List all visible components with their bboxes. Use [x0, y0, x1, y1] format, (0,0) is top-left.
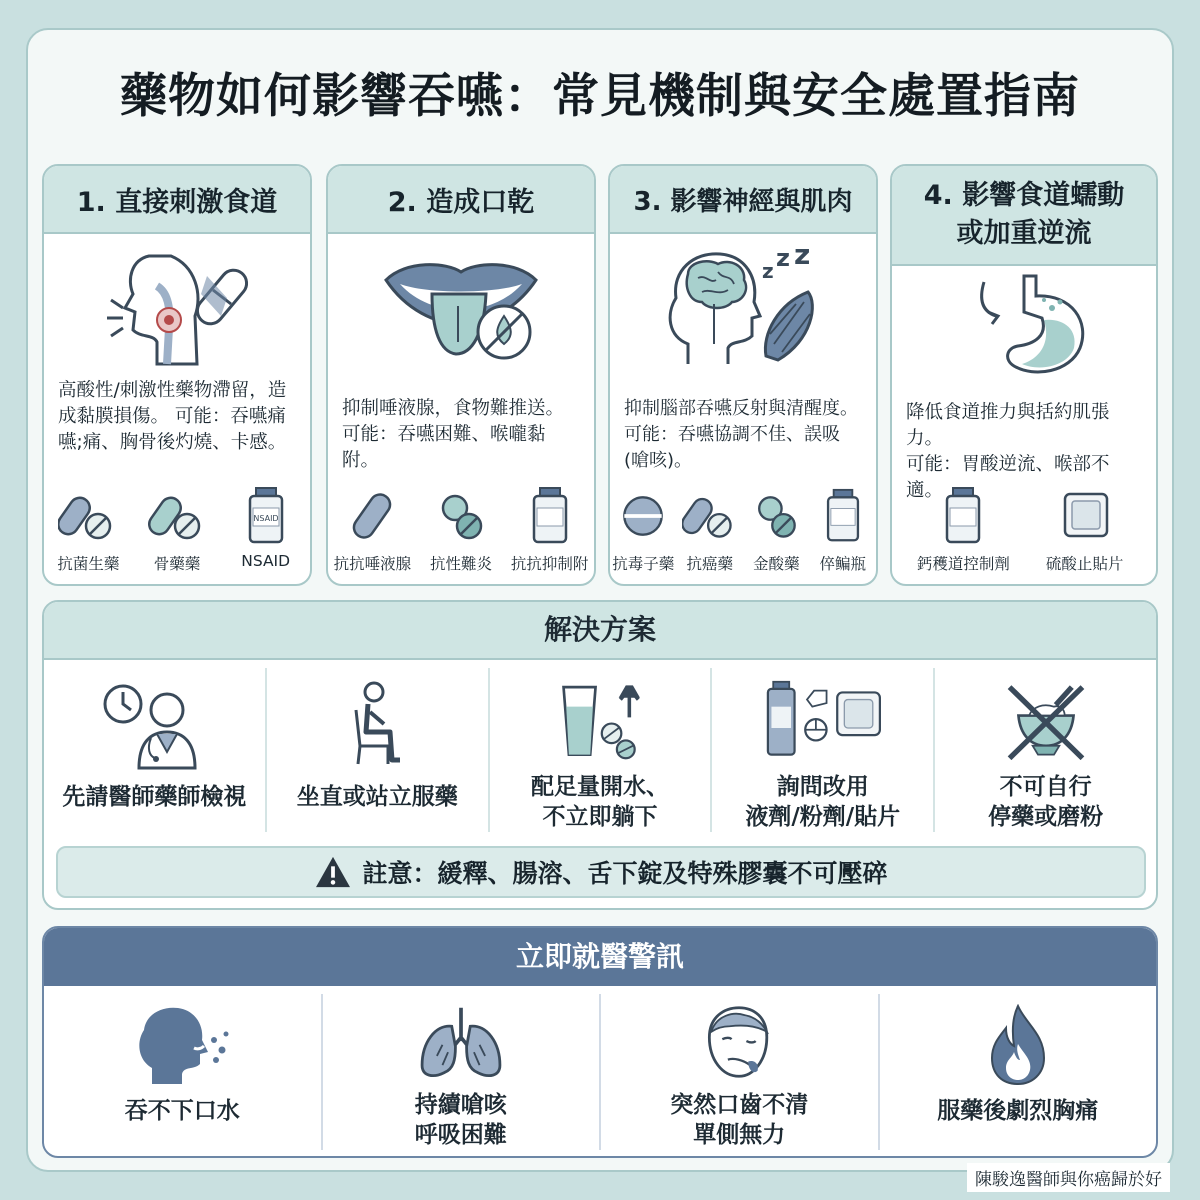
stomach-reflux-icon — [892, 272, 1156, 382]
pills-icon — [431, 486, 491, 546]
warning-banner — [56, 846, 1146, 898]
emergency-title: 立即就醫警訊 — [44, 928, 1156, 986]
no-crushing-icon — [991, 680, 1101, 760]
sitting-person-icon — [322, 680, 432, 770]
emergency-item: 服藥後劇烈胸痛 — [880, 994, 1157, 1150]
drug-item: 硫酸止貼片 — [1035, 486, 1135, 574]
drug-item: 倅鳊瓶 — [812, 486, 874, 574]
bottle-icon — [236, 486, 296, 546]
dosage-forms-icon — [753, 680, 893, 760]
brain-muscle-icon — [610, 244, 876, 374]
card-2-drug-list — [328, 486, 594, 574]
capsule-pill-icon — [58, 486, 118, 546]
drug-item: 抗抗唾液腺 — [332, 486, 412, 574]
svg-text:z: z — [776, 244, 790, 272]
drug-item: 抗癌藥 — [679, 486, 741, 574]
drug-item: 抗抗抑制附 — [510, 486, 590, 574]
drug-item: 抗毒子藥 — [612, 486, 674, 574]
bottle-label: NSAID — [253, 514, 279, 523]
pills-icon — [748, 486, 804, 546]
mechanism-card-1 — [42, 164, 312, 586]
face-drooping-icon — [689, 1004, 789, 1080]
choking-head-icon — [132, 1004, 232, 1086]
mechanism-card-3 — [608, 164, 878, 586]
solution-item: 不可自行 停藥或磨粉 — [935, 668, 1156, 832]
card-1-description: 高酸性/刺激性藥物滯留，造 成黏膜損傷。 可能：吞嚥痛 嚥;痛、胸骨後灼燒、卡感。 — [58, 380, 287, 453]
capsule-pill-icon — [147, 486, 207, 546]
emergency-item: 吞不下口水 — [44, 994, 323, 1150]
bottle-icon — [815, 486, 871, 546]
card-4-description: 降低食道推力與括約肌張力。 可能：胃酸逆流、喉部不適。 — [906, 402, 1110, 501]
solutions-panel — [42, 600, 1158, 910]
emergency-panel — [42, 926, 1158, 1158]
emergency-item: 突然口齒不清 單側無力 — [601, 994, 880, 1150]
dry-mouth-icon — [328, 250, 594, 370]
mechanism-card-2 — [326, 164, 596, 586]
capsule-icon — [342, 486, 402, 546]
mechanism-card-4 — [890, 164, 1158, 586]
capsule-pill-icon — [682, 486, 738, 546]
card-2-description: 抑制唾液腺，食物難推送。 可能：吞嚥困難、喉嚨黏附。 — [342, 398, 565, 471]
solution-item: 坐直或站立服藥 — [267, 668, 490, 832]
solutions-title: 解決方案 — [44, 602, 1156, 660]
flame-icon — [968, 1004, 1068, 1086]
card-1-drug-list — [44, 486, 310, 574]
lungs-icon — [411, 1004, 511, 1080]
card-3-title: 3. 影響神經與肌肉 — [610, 166, 876, 234]
bottle-icon — [520, 486, 580, 546]
card-2-title: 2. 造成口乾 — [328, 166, 594, 234]
svg-text:z: z — [762, 259, 774, 283]
water-glass-icon — [545, 680, 655, 760]
card-3-drug-list — [610, 486, 876, 574]
solution-item: 詢問改用 液劑/粉劑/貼片 — [712, 668, 935, 832]
warning-text: 註意：緩釋、腸溶、舌下錠及特殊膠囊不可壓碎 — [362, 859, 888, 888]
tablet-icon — [615, 486, 671, 546]
drug-item: 抗性難炎 — [421, 486, 501, 574]
drug-item: 抗菌生藥 — [48, 486, 128, 574]
solution-item: 先請醫師藥師檢視 — [44, 668, 267, 832]
drug-item: 骨藥藥 — [137, 486, 217, 574]
card-1-title: 1. 直接刺激食道 — [44, 166, 310, 234]
warning-icon — [314, 855, 352, 889]
drug-item: 金酸藥 — [745, 486, 807, 574]
drug-item: 鈣穫道控制劑 — [913, 486, 1013, 574]
svg-text:z: z — [794, 244, 811, 271]
drug-item: NSAID NSAID — [226, 486, 306, 574]
emergency-item: 持續嗆咳 呼吸困難 — [323, 994, 602, 1150]
author-credit: 陳駿逸醫師與你癌歸於好 — [967, 1163, 1170, 1192]
card-3-description: 抑制腦部吞嚥反射與清醒度。 可能：吞嚥協調不佳、誤吸(嗆咳)。 — [624, 398, 858, 471]
throat-irritation-icon — [44, 246, 310, 366]
doctor-clock-icon — [99, 680, 209, 770]
card-4-title: 4. 影響食道蠕動 或加重逆流 — [892, 166, 1156, 266]
card-4-drug-list — [892, 486, 1156, 574]
bottle-icon — [933, 486, 993, 546]
solution-item: 配足量開水、 不立即躺下 — [490, 668, 713, 832]
page-title: 藥物如何影響吞嚥：常見機制與安全處置指南 — [120, 69, 1080, 124]
patch-icon — [1055, 486, 1115, 546]
